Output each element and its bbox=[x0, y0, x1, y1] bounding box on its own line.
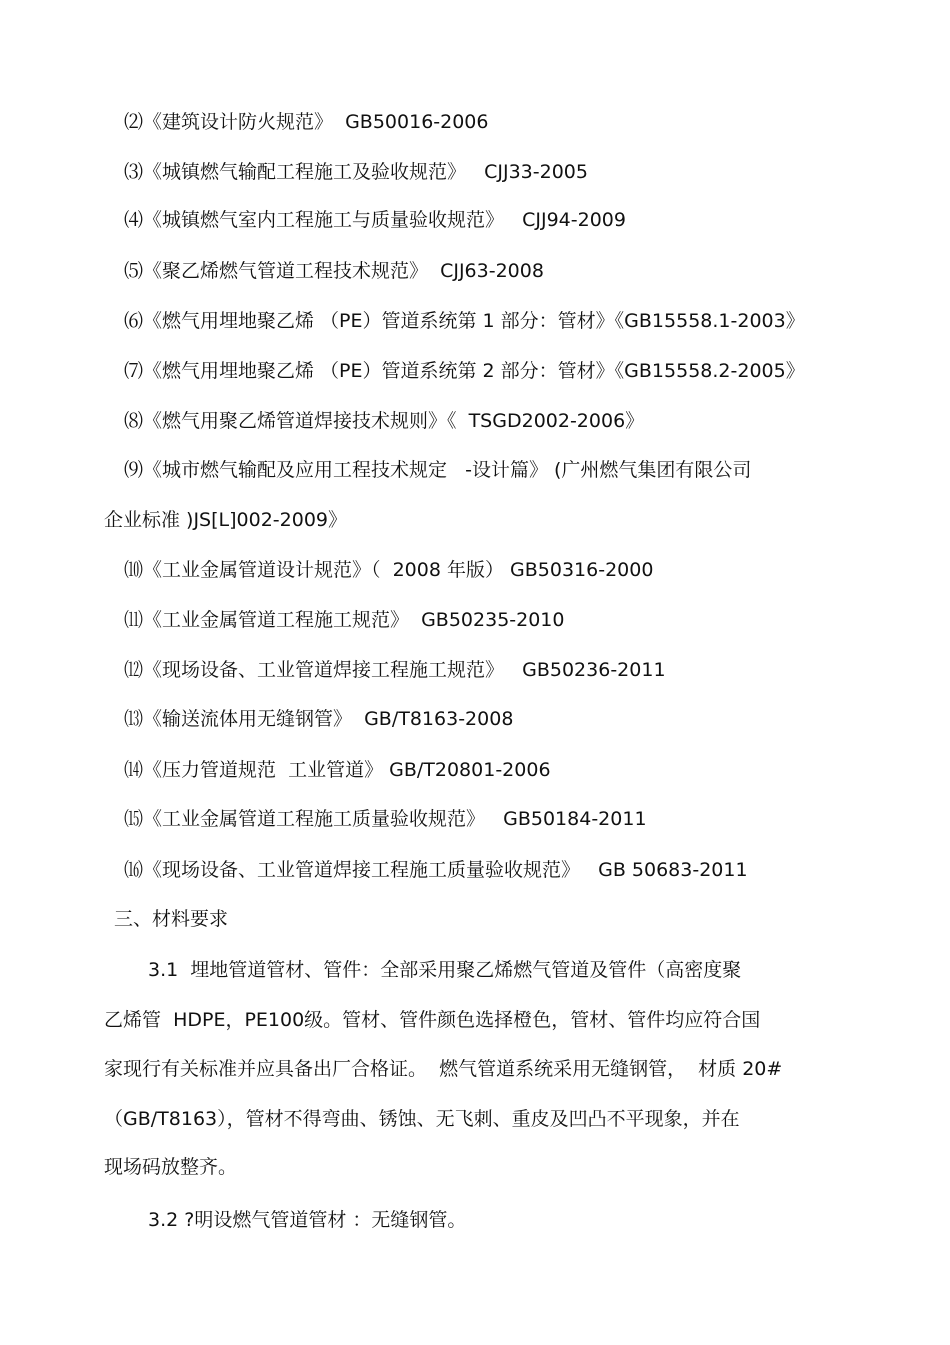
paragraph-line: （GB/T8163），管材不得弯曲、锈蚀、无飞刺、重皮及凹凸不平现象，并在 bbox=[104, 1108, 740, 1130]
paragraph-line: 乙烯管 HDPE，PE100级。管材、管件颜色选择橙色，管材、管件均应符合国 bbox=[104, 1009, 761, 1031]
standard-item-16: ⒃《现场设备、工业管道焊接工程施工质量验收规范》 GB 50683-2011 bbox=[124, 859, 748, 881]
standard-item-9-continued: 企业标准 )JS[L]002-2009》 bbox=[104, 509, 348, 531]
standard-item-3: ⑶《城镇燃气输配工程施工及验收规范》 CJJ33-2005 bbox=[124, 161, 588, 183]
standard-item-4: ⑷《城镇燃气室内工程施工与质量验收规范》 CJJ94-2009 bbox=[124, 209, 626, 231]
standard-item-15: ⒂《工业金属管道工程施工质量验收规范》 GB50184-2011 bbox=[124, 808, 647, 830]
standard-item-10: ⑽《工业金属管道设计规范》（ 2008 年版） GB50316-2000 bbox=[124, 559, 654, 581]
standard-item-6: ⑹《燃气用埋地聚乙烯 （PE）管道系统第 1 部分：管材》《GB15558.1-2003》 bbox=[124, 310, 805, 332]
standard-item-7: ⑺《燃气用埋地聚乙烯 （PE）管道系统第 2 部分：管材》《GB15558.2-2005》 bbox=[124, 360, 805, 382]
standard-item-14: ⒁《压力管道规范 工业管道》 GB/T20801-2006 bbox=[124, 759, 551, 781]
standard-item-13: ⒀《输送流体用无缝钢管》 GB/T8163-2008 bbox=[124, 708, 514, 730]
standard-item-8: ⑻《燃气用聚乙烯管道焊接技术规则》《 TSGD2002-2006》 bbox=[124, 410, 645, 432]
section-heading: 三、材料要求 bbox=[114, 908, 229, 930]
standard-item-12: ⑿《现场设备、工业管道焊接工程施工规范》 GB50236-2011 bbox=[124, 659, 666, 681]
paragraph-line: 3.1 埋地管道管材、管件：全部采用聚乙烯燃气管道及管件（高密度聚 bbox=[148, 959, 742, 981]
standard-item-11: ⑾《工业金属管道工程施工规范》 GB50235-2010 bbox=[124, 609, 565, 631]
paragraph-3-2: 3.2 ?明设燃气管道管材 ：无缝钢管。 bbox=[148, 1209, 467, 1231]
standard-item-2: ⑵《建筑设计防火规范》 GB50016-2006 bbox=[124, 111, 489, 133]
paragraph-line: 现场码放整齐。 bbox=[104, 1156, 238, 1178]
standard-item-9: ⑼《城市燃气输配及应用工程技术规定 -设计篇》 (广州燃气集团有限公司 bbox=[124, 459, 752, 481]
standard-item-5: ⑸《聚乙烯燃气管道工程技术规范》 CJJ63-2008 bbox=[124, 260, 544, 282]
paragraph-line: 家现行有关标准并应具备出厂合格证。 燃气管道系统采用无缝钢管， 材质 20# bbox=[104, 1058, 783, 1080]
